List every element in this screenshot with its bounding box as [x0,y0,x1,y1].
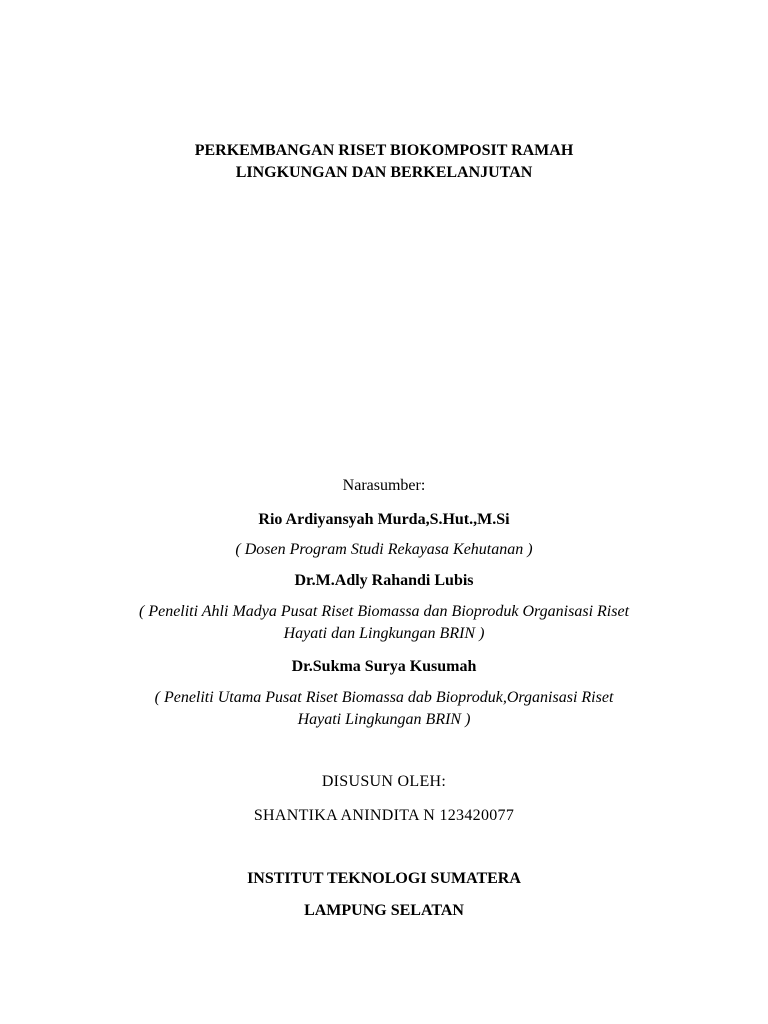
speaker-2-affiliation-line-2: Hayati dan Lingkungan BRIN ) [283,625,485,642]
speaker-2-affiliation-line-1: ( Peneliti Ahli Madya Pusat Riset Biomassa dan Bioproduk Organisasi Riset [138,603,630,620]
author-name: SHANTIKA ANINDITA N 123420077 [253,807,515,824]
title-line-2: LINGKUNGAN DAN BERKELANJUTAN [235,164,533,181]
speaker-3-name: Dr.Sukma Surya Kusumah [291,658,477,675]
speaker-1-name: Rio Ardiyansyah Murda,S.Hut.,M.Si [258,511,510,528]
speaker-1-affiliation: ( Dosen Program Studi Rekayasa Kehutanan ) [235,541,533,558]
speaker-2-name: Dr.M.Adly Rahandi Lubis [294,572,474,589]
institution-location: LAMPUNG SELATAN [304,902,464,919]
title-line-1: PERKEMBANGAN RISET BIOKOMPOSIT RAMAH [194,142,574,159]
institution-name: INSTITUT TEKNOLOGI SUMATERA [247,870,521,887]
speaker-3-affiliation-line-2: Hayati Lingkungan BRIN ) [297,711,471,728]
speakers-heading: Narasumber: [342,477,426,494]
speaker-3-affiliation-line-1: ( Peneliti Utama Pusat Riset Biomassa dab Bioproduk,Organisasi Riset [154,689,614,706]
author-heading: DISUSUN OLEH: [321,773,447,790]
